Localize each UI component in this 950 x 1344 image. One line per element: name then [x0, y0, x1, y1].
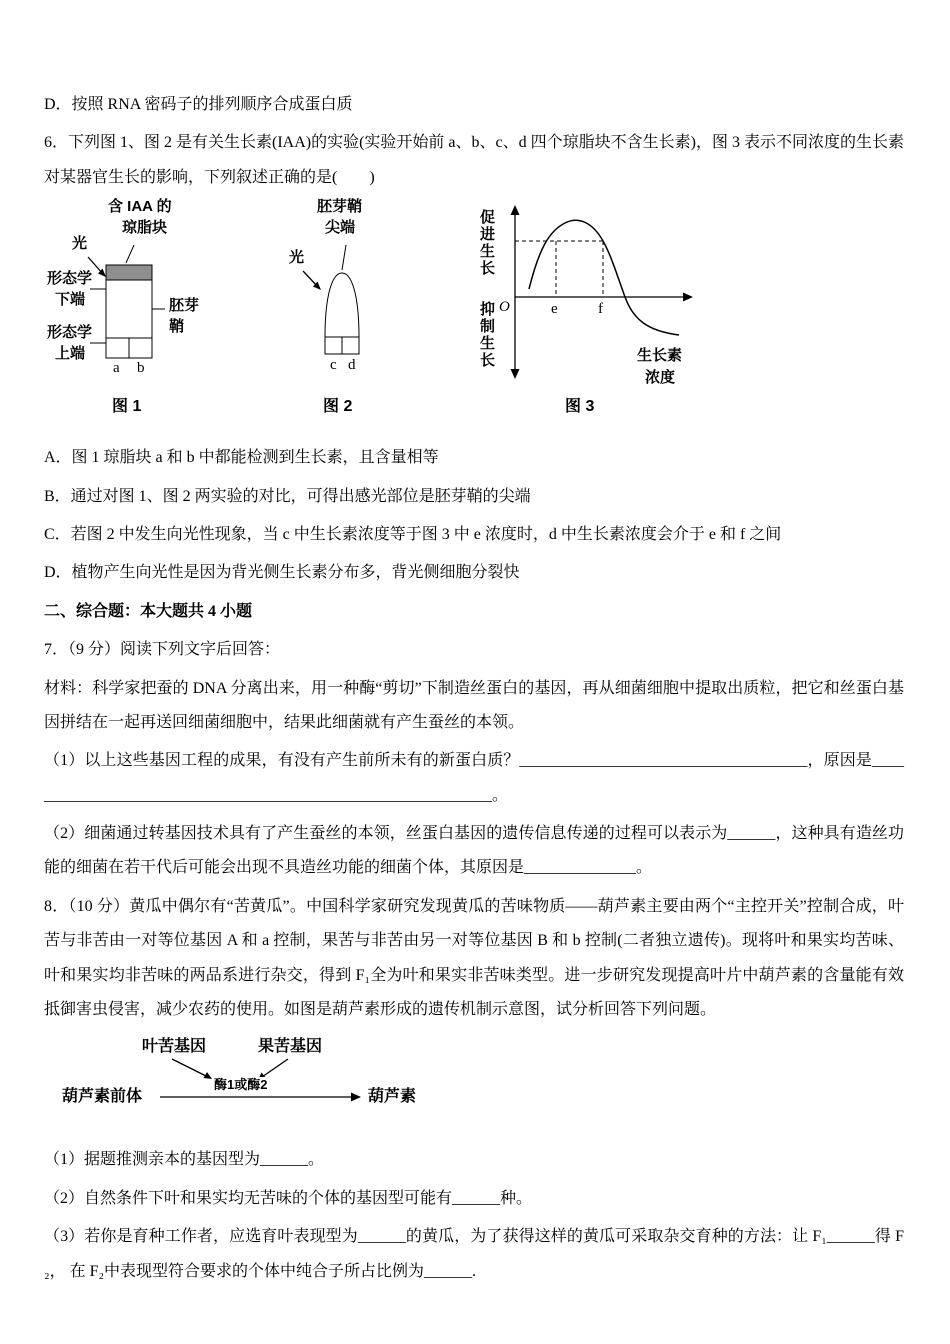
fig2-block-c-label: c [330, 357, 337, 374]
agar-block-c [325, 337, 342, 354]
fig2-light-label: 光 [289, 249, 305, 267]
q6-option-b: B．通过对图 1、图 2 两实验的对比，可得出感光部位是胚芽鞘的尖端 [44, 487, 531, 505]
tip-label-pointer-line [342, 245, 346, 270]
q8-figure [62, 1037, 502, 1129]
q7-material: 材料：科学家把蚕的 DNA 分离出来，用一种酶“剪切”下制造丝蛋白的基因，再从细菌细胞中提取出质粒，把它和丝蛋白基因拼结在一起再送回细菌细胞中，结果此细菌就有产生蚕丝的本领。 [44, 679, 904, 731]
q8fig-fruit-gene-label: 果苦基因 [258, 1038, 323, 1056]
q7-part1: （1）以上这些基因工程的成果，有没有产生前所未有的新蛋白质？____________________________________，原因是____________________________________________________________。 [44, 752, 904, 804]
fig1-light-label: 光 [72, 235, 88, 253]
prev-question-option-d: D．按照 RNA 密码子的排列顺序合成蛋白质 [44, 96, 353, 113]
fig1-morph-upper-label-line1: 形态学 [47, 324, 93, 342]
fig3-origin-label: O [499, 299, 510, 316]
leaf-gene-arrow-line [172, 1059, 208, 1077]
fig1-morph-upper-label-line2: 上端 [55, 345, 86, 363]
q6-option-a: A．图 1 琼脂块 a 和 b 中都能检测到生长素，且含量相等 [44, 449, 439, 467]
fig1-block-a-label: a [113, 360, 120, 377]
fig3-x-label-line2: 浓度 [645, 369, 676, 387]
fig2-caption: 图 2 [323, 398, 353, 416]
q8fig-product-label: 葫芦素 [368, 1088, 417, 1106]
agar-block-d [342, 337, 359, 354]
agar-block-b [129, 338, 152, 358]
fig1-block-b-label: b [137, 360, 145, 377]
q6-option-c: C．若图 2 中发生向光性现象，当 c 中生长素浓度等于图 3 中 e 浓度时，d 中生长素浓度会介于 e 和 f 之间 [44, 525, 782, 543]
q7-head: 7．（9 分）阅读下列文字后回答： [44, 641, 281, 659]
fig2-block-d-label: d [348, 357, 356, 374]
fig3-e-label: e [551, 301, 558, 318]
fig3-inhibit-growth-label: 抑制生长 [478, 301, 495, 370]
fig1-coleoptile-label-line1: 胚芽 [169, 297, 200, 315]
fig2-tip-label-line1: 胚芽鞘 [317, 198, 363, 216]
auxin-response-curve [529, 220, 679, 335]
fig3-x-label-line1: 生长素 [637, 347, 683, 365]
y-axis-up-arrow [511, 205, 520, 215]
iaa-agar-block [106, 265, 152, 280]
q6-stem: 6．下列图 1、图 2 是有关生长素(IAA)的实验(实验开始前 a、b、c、d 四个琼脂块不含生长素)，图 3 表示不同浓度的生长素对某器官生长的影响，下列叙述正确的是( ) [44, 134, 904, 186]
coleoptile-tip-dome [325, 273, 359, 337]
q8fig-enzyme-label: 酶1或酶2 [214, 1077, 268, 1093]
fig3-f-label: f [598, 301, 603, 318]
agar-block-a [106, 338, 129, 358]
y-axis-down-arrow [511, 369, 520, 379]
fig3-promote-growth-label: 促进生长 [478, 209, 495, 278]
agar-label-pointer-line [126, 245, 134, 263]
q8fig-leaf-gene-label: 叶苦基因 [142, 1038, 207, 1056]
fig1-coleoptile-label-line2: 鞘 [169, 318, 185, 336]
q8-part2: （2）自然条件下叶和果实均无苦味的个体的基因型可能有______种。 [44, 1189, 533, 1207]
fig1-morph-lower-label-line2: 下端 [55, 291, 86, 309]
fig1-iaa-agar-label-line1: 含 IAA 的 [108, 198, 172, 216]
figure-3 [453, 201, 708, 429]
fruit-gene-arrow-line [262, 1059, 288, 1077]
q6-figure-group [46, 198, 904, 431]
precursor-to-product-arrow-head [351, 1093, 361, 1102]
section-2-header: 二、综合题：本大题共 4 小题 [44, 602, 253, 620]
fig3-caption: 图 3 [565, 398, 595, 416]
q7-part2: （2）细菌通过转基因技术具有了产生蚕丝的本领，丝蛋白基因的遗传信息传递的过程可以表示为______，这种具有造丝功能的细菌在若干代后可能会出现不具造丝功能的细菌个体，其原因是______________。 [44, 825, 904, 877]
figure-2 [289, 198, 419, 429]
fig1-caption: 图 1 [112, 398, 142, 416]
fig1-iaa-agar-label-line2: 琼脂块 [122, 219, 168, 237]
fig2-tip-label-line2: 尖端 [325, 219, 356, 237]
x-axis-arrow [683, 293, 693, 302]
q6-option-d: D．植物产生向光性是因为背光侧生长素分布多，背光侧细胞分裂快 [44, 564, 520, 582]
q8fig-precursor-label: 葫芦素前体 [62, 1088, 143, 1106]
figure-1 [46, 198, 261, 429]
q8-part1: （1）据题推测亲本的基因型为______。 [44, 1151, 325, 1169]
coleoptile-segment [106, 280, 152, 338]
q8-part3: （3）若你是育种工作者，应选育叶表现型为______的黄瓜，为了获得这样的黄瓜可采取杂交育种的方法：让 F₁______得 F₂， 在 F₂中表现型符合要求的个体中纯合子所占比例为______. [44, 1228, 904, 1280]
fig1-morph-lower-label-line1: 形态学 [47, 270, 93, 288]
q8-stem: 8．（10 分）黄瓜中偶尔有“苦黄瓜”。中国科学家研究发现黄瓜的苦味物质——葫芦素主要由两个“主控开关”控制合成，叶苦与非苦由一对等位基因 A 和 a 控制，果苦与非苦由另一对等位基因 B 和 b 控制(二者独立遗传)。现将叶和果实均苦味、叶和果实均非苦味的两品系进行杂交，得到 F₁全为叶和果实非苦味类型。进一步研究发现提高叶片中葫芦素的含量能有效抵御害虫侵害，减少农药的使用。如图是葫芦素形成的遗传机制示意图，试分析回答下列问题。 [44, 897, 904, 1019]
